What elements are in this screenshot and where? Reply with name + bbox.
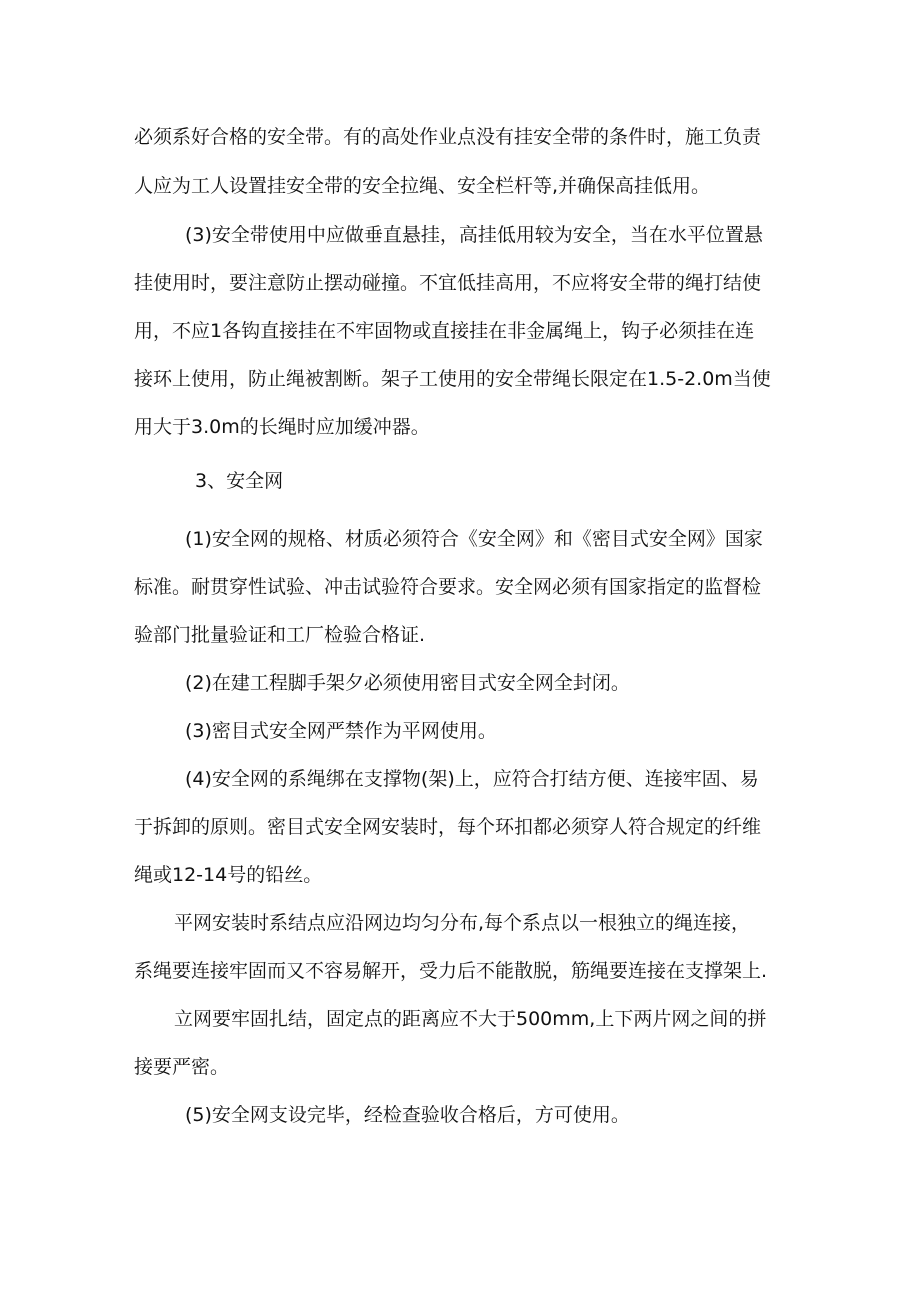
text-line: 挂使用时，要注意防止摆动碰撞。不宜低挂高用，不应将安全带的绳打结使 [134,272,762,294]
text-line: 用，不应1各钩直接挂在不牢固物或直接挂在非金属绳上，钩子必须挂在连 [134,320,755,342]
text-line: 接要严密。 [134,1056,230,1078]
text-line: 接环上使用，防止绳被割断。架子工使用的安全带绳长限定在1.5-2.0m当使 [134,368,771,390]
text-line: (1)安全网的规格、材质必须符合《安全网》和《密目式安全网》国家 [185,528,763,550]
text-line: 于拆卸的原则。密目式安全网安装时，每个环扣都必须穿人符合规定的纤维 [134,816,762,838]
text-line: 立网要牢固扎结，固定点的距离应不大于500mm,上下两片网之间的拼 [174,1008,767,1030]
text-line: 用大于3.0m的长绳时应加缓冲器。 [134,416,430,438]
section-heading: 3、安全网 [195,470,284,492]
text-line: 标准。耐贯穿性试验、冲击试验符合要求。安全网必须有国家指定的监督检 [134,576,762,598]
text-line: (3)密目式安全网严禁作为平网使用。 [185,720,497,742]
text-line: (2)在建工程脚手架夕必须使用密目式安全网全封闭。 [185,672,630,694]
text-line: (5)安全网支设完毕，经检查验收合格后，方可使用。 [185,1104,630,1126]
text-line: (3)安全带使用中应做垂直悬挂，高挂低用较为安全，当在水平位置悬 [185,224,763,246]
text-line: 绳或12-14号的铅丝。 [134,864,323,886]
text-line: 系绳要连接牢固而又不容易解开，受力后不能散脱，筋绳要连接在支撑架上. [134,960,768,982]
text-line: 验部门批量验证和工厂检验合格证. [134,624,426,646]
text-line: (4)安全网的系绳绑在支撑物(架)上，应符合打结方便、连接牢固、易 [185,768,759,790]
text-line: 必须系好合格的安全带。有的高处作业点没有挂安全带的条件时，施工负责 [134,126,762,148]
text-line: 人应为工人设置挂安全带的安全拉绳、安全栏杆等,并确保高挂低用。 [134,175,711,197]
text-line: 平网安装时系结点应沿网边均匀分布,每个系点以一根独立的绳连接， [174,912,751,934]
